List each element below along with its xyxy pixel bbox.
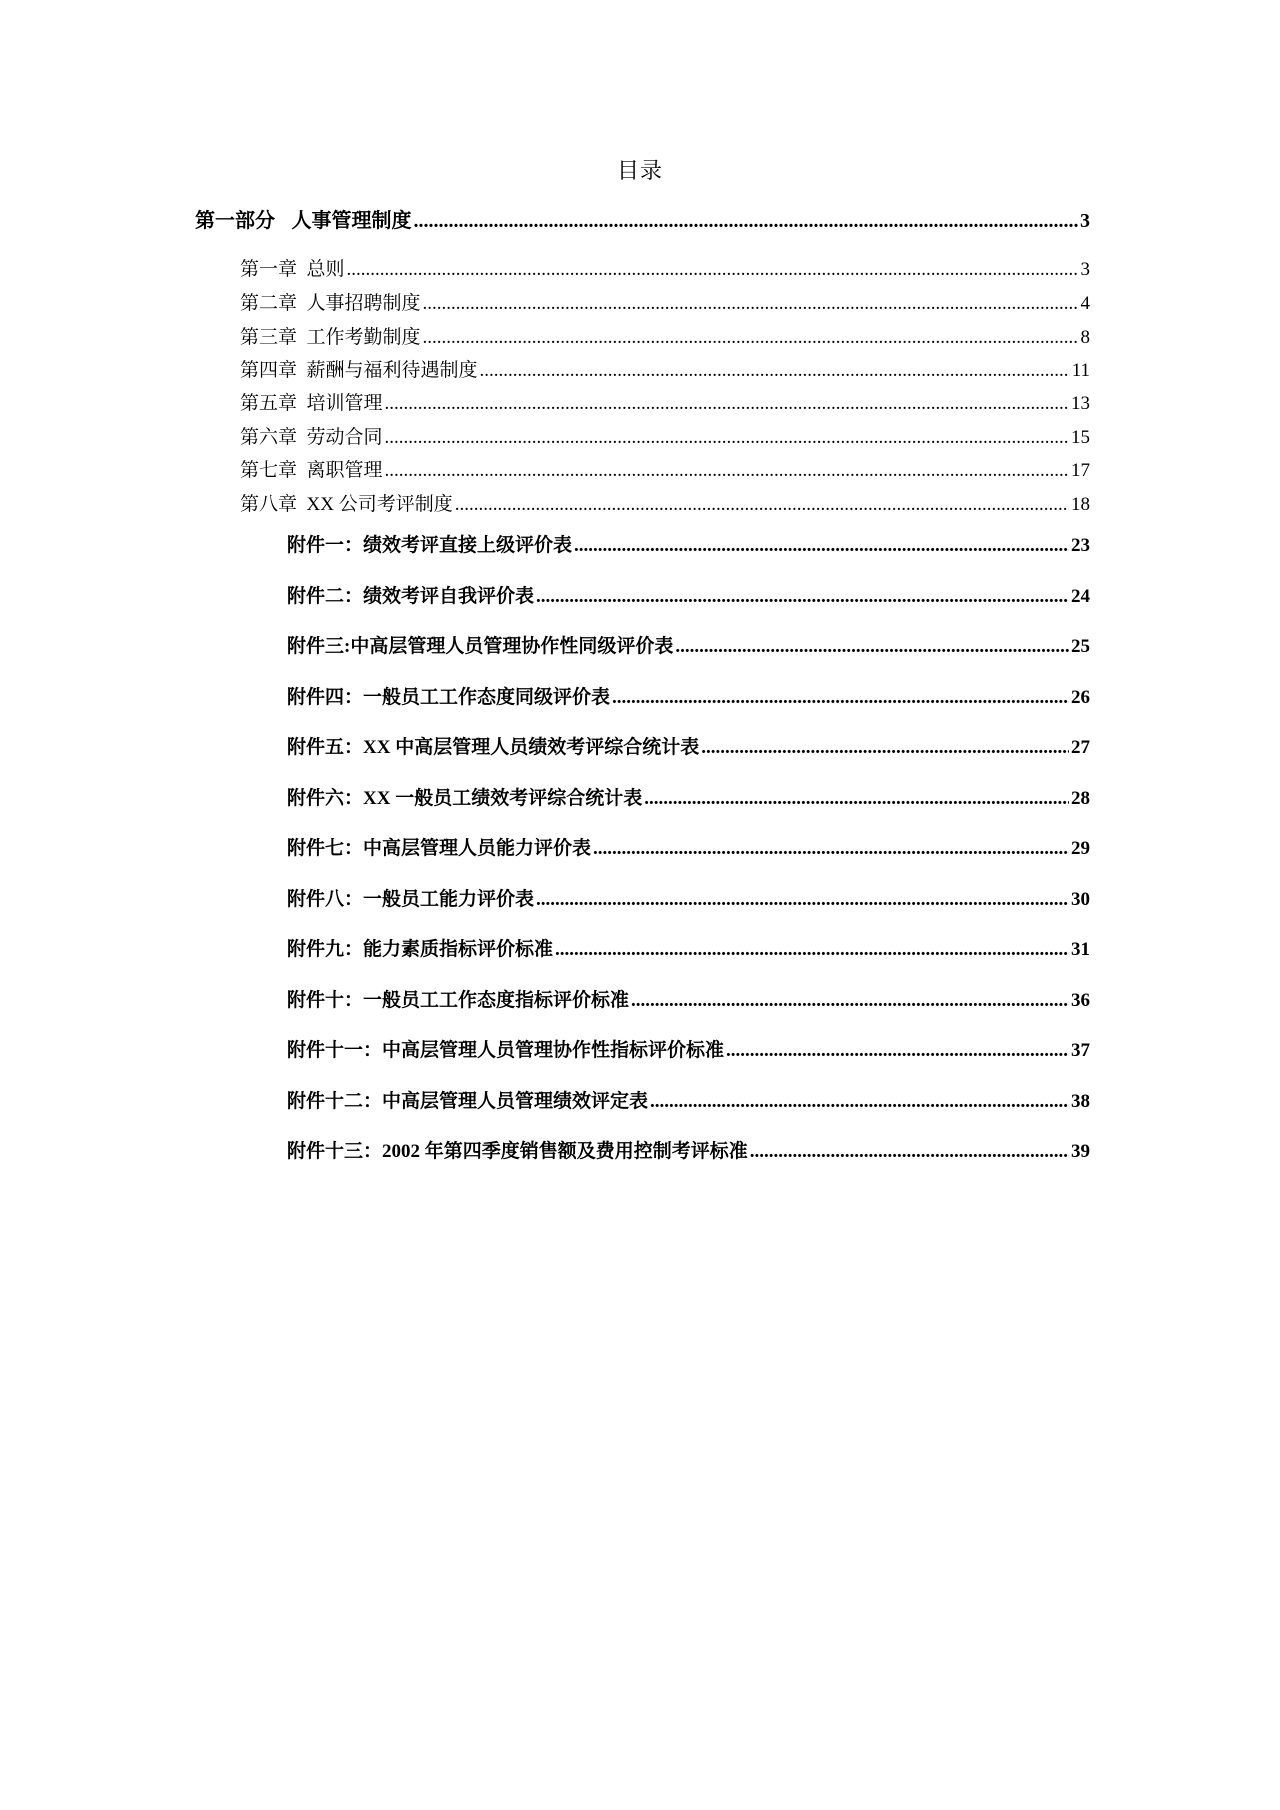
toc-page-number: 36 — [1071, 990, 1090, 1011]
toc-appendix-entry[interactable] — [287, 934, 1090, 961]
page-title: 目录 — [616, 158, 663, 183]
toc-leader-dots — [423, 327, 1079, 349]
toc-part-label: 第一部分 — [195, 210, 275, 232]
toc-appendix-title: 附件五：XX 中高层管理人员绩效考评综合统计表 — [287, 737, 700, 758]
toc-chapter-entry[interactable] — [240, 355, 1090, 382]
toc-page-number: 3 — [1080, 259, 1090, 280]
toc-page-number: 4 — [1080, 293, 1090, 314]
toc-chapter-label: 第三章 — [240, 327, 298, 348]
toc-appendix-title: 附件四：一般员工工作态度同级评价表 — [287, 687, 611, 708]
toc-leader-dots — [423, 293, 1079, 315]
toc-appendix-title: 附件十三：2002 年第四季度销售额及费用控制考评标准 — [287, 1141, 748, 1162]
toc-appendix-entry[interactable] — [287, 985, 1090, 1012]
toc-appendix-entry[interactable] — [287, 1086, 1090, 1113]
toc-chapter-entry[interactable] — [240, 489, 1090, 516]
toc-leader-dots — [612, 687, 1069, 709]
toc-page-number: 8 — [1080, 327, 1090, 348]
toc-page-number: 30 — [1071, 889, 1090, 910]
toc-chapter-title: 人事招聘制度 — [306, 293, 421, 314]
toc-chapter-title: XX 公司考评制度 — [306, 494, 453, 515]
toc-leader-dots — [536, 586, 1069, 608]
toc-leader-dots — [574, 535, 1069, 557]
toc-chapter-title: 离职管理 — [306, 460, 383, 481]
toc-chapter-title: 培训管理 — [306, 393, 383, 414]
toc-appendix-title: 附件六：XX 一般员工绩效考评综合统计表 — [287, 788, 643, 809]
toc-appendix-title: 附件八：一般员工能力评价表 — [287, 889, 535, 910]
toc-chapter-title: 劳动合同 — [306, 427, 383, 448]
toc-chapter-entry[interactable] — [240, 254, 1090, 281]
toc-chapter-label: 第四章 — [240, 360, 298, 381]
toc-appendix-title: 附件七：中高层管理人员能力评价表 — [287, 838, 592, 859]
toc-page-number: 31 — [1071, 939, 1090, 960]
toc-leader-dots — [750, 1141, 1069, 1163]
toc-chapter-entry[interactable] — [240, 288, 1090, 315]
toc-page-number: 25 — [1071, 636, 1090, 657]
toc-leader-dots — [675, 636, 1069, 658]
toc-appendix-entry[interactable] — [287, 1035, 1090, 1062]
toc-page-number: 29 — [1071, 838, 1090, 859]
toc-chapter-title: 工作考勤制度 — [306, 327, 421, 348]
toc-appendix-entry[interactable] — [287, 783, 1090, 810]
toc-chapter-label: 第二章 — [240, 293, 298, 314]
toc-leader-dots — [480, 360, 1070, 382]
toc-leader-dots — [385, 427, 1069, 449]
toc-appendix-entry[interactable] — [287, 1136, 1090, 1163]
toc-leader-dots — [631, 990, 1069, 1012]
toc-appendix-entry[interactable] — [287, 732, 1090, 759]
toc-page-number: 13 — [1071, 393, 1090, 414]
toc-chapter-label: 第五章 — [240, 393, 298, 414]
toc-leader-dots — [555, 939, 1069, 961]
toc-chapter-entry[interactable] — [240, 455, 1090, 482]
toc-appendix-title: 附件一：绩效考评直接上级评价表 — [287, 535, 573, 556]
toc-page-number: 27 — [1071, 737, 1090, 758]
toc-leader-dots — [650, 1091, 1069, 1113]
toc-appendix-entry[interactable] — [287, 581, 1090, 608]
toc-appendix-entry[interactable] — [287, 884, 1090, 911]
toc-leader-dots — [536, 889, 1069, 911]
toc-leader-dots — [385, 393, 1069, 415]
toc-appendix-entry[interactable] — [287, 530, 1090, 557]
toc-leader-dots — [414, 210, 1078, 233]
toc-appendix-entry[interactable] — [287, 682, 1090, 709]
toc-part-entry[interactable] — [195, 204, 1090, 233]
toc-page-number: 15 — [1071, 427, 1090, 448]
toc-leader-dots — [726, 1040, 1069, 1062]
toc-chapter-label: 第七章 — [240, 460, 298, 481]
toc-page-number: 37 — [1071, 1040, 1090, 1061]
toc-chapter-title: 薪酬与福利待遇制度 — [306, 360, 478, 381]
toc-appendix-title: 附件十一：中高层管理人员管理协作性指标评价标准 — [287, 1040, 725, 1061]
toc-page-number: 23 — [1071, 535, 1090, 556]
toc-appendix-entry[interactable] — [287, 833, 1090, 860]
toc-page-number: 3 — [1080, 210, 1090, 232]
toc-appendix-title: 附件十二：中高层管理人员管理绩效评定表 — [287, 1091, 649, 1112]
toc-page-number: 28 — [1071, 788, 1090, 809]
toc-chapter-label: 第六章 — [240, 427, 298, 448]
toc-page-number: 18 — [1071, 494, 1090, 515]
toc-page-number: 38 — [1071, 1091, 1090, 1112]
toc-chapter-entry[interactable] — [240, 388, 1090, 415]
toc-appendix-title: 附件三:中高层管理人员管理协作性同级评价表 — [287, 636, 674, 657]
toc-page-number: 39 — [1071, 1141, 1090, 1162]
toc-chapter-label: 第一章 — [240, 259, 298, 280]
toc-chapter-entry[interactable] — [240, 322, 1090, 349]
toc-page-number: 17 — [1071, 460, 1090, 481]
toc-page-number: 11 — [1071, 360, 1090, 381]
toc-page-number: 24 — [1071, 586, 1090, 607]
toc-part-title: 人事管理制度 — [291, 210, 412, 232]
toc-chapter-label: 第八章 — [240, 494, 298, 515]
toc-appendix-title: 附件九：能力素质指标评价标准 — [287, 939, 554, 960]
toc-leader-dots — [347, 259, 1079, 281]
toc-appendix-entry[interactable] — [287, 631, 1090, 658]
toc-appendix-title: 附件二：绩效考评自我评价表 — [287, 586, 535, 607]
toc-leader-dots — [701, 737, 1069, 759]
toc-leader-dots — [385, 460, 1069, 482]
toc-chapter-entry[interactable] — [240, 422, 1090, 449]
toc-appendix-title: 附件十：一般员工工作态度指标评价标准 — [287, 990, 630, 1011]
toc-page-number: 26 — [1071, 687, 1090, 708]
toc-chapter-title: 总则 — [306, 259, 345, 280]
toc-leader-dots — [593, 838, 1069, 860]
toc-leader-dots — [644, 788, 1069, 810]
toc-leader-dots — [455, 494, 1069, 516]
